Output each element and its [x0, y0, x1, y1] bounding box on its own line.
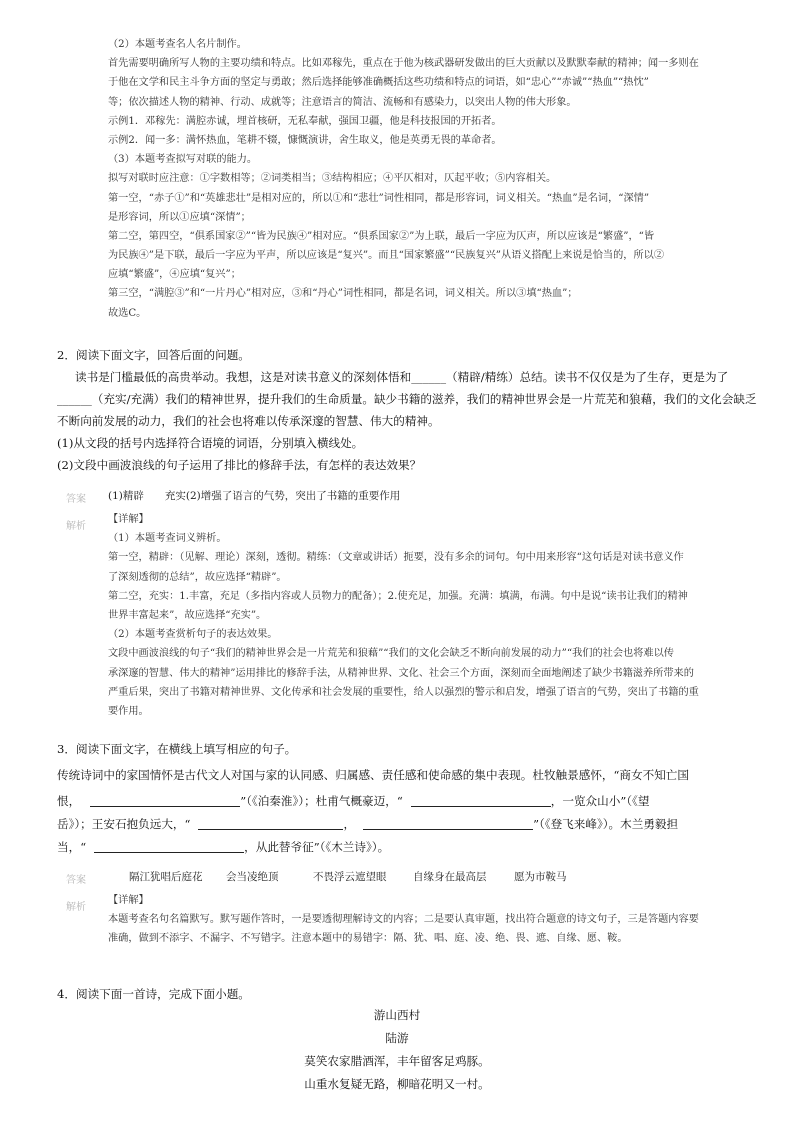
- analysis-line: 【详解】: [108, 895, 149, 906]
- explanation-line: 故选C。: [108, 307, 147, 319]
- question-3-answer-5: 愿为市鞍马: [514, 871, 567, 883]
- question-3-number: 3．: [57, 742, 76, 756]
- question-2-subquestion-1: (1)从文段的括号内选择符合语境的词语，分别填入横线处。: [57, 436, 364, 450]
- explanation-line: 为民族④”是下联，最后一字应为平声，所以应该是“复兴”。而且“国家繁盛”“民族复兴”从语义搭配上来说是恰当的，所以②: [108, 250, 665, 262]
- question-3-text-l4a: 当，“: [57, 840, 87, 854]
- question-2-header: [57, 344, 250, 366]
- analysis-line: 第二空，充实：1.丰富，充足（多指内容或人员物力的配备）；2.使充足，加强。充满：填满，布满。句中是说“读书让我们的精神: [108, 590, 688, 602]
- question-3-header: [57, 738, 296, 760]
- blank-1[interactable]: [90, 793, 240, 807]
- question-3-answer-3: 不畏浮云遮望眼: [313, 871, 387, 883]
- question-3-text-line-2: [57, 790, 649, 812]
- question-3-answer-4: 自缘身在最高层: [413, 871, 487, 883]
- question-4-number: 4．: [57, 987, 76, 1001]
- explanation-line: 是形容词，所以①应填“深情”；: [108, 211, 251, 223]
- question-3-text-l2c: ，一览众山小”（《望: [550, 794, 650, 808]
- blank-2[interactable]: [411, 793, 551, 807]
- analysis-line: 世界丰富起来”，故应选择“充实”。: [108, 609, 267, 621]
- question-2-answer-tag: 答案: [66, 494, 86, 505]
- explanation-line: 第二空，第四空，“俱系国家②”“皆为民族④”相对应。“俱系国家②”为上联，最后一字应为仄声，所以应该是“繁盛”，“皆: [108, 230, 655, 242]
- explanation-line: 示例1．邓稼先：满腔赤诚，埋首核研，无私奉献，强国卫疆，他是科技报国的开拓者。: [108, 115, 502, 127]
- explanation-line: （2）本题考查名人名片制作。: [108, 39, 247, 50]
- question-2-paragraph-line-1: 读书是门槛最低的高贵举动。我想，这是对读书意义的深刻体悟和______（精辟/精练）总结。读书不仅仅是为了生存，更是为了: [75, 370, 729, 384]
- explanation-line: 等；依次描述人物的精神、行动、成就等；注意语言的简洁、流畅和有感染力，以突出人物的伟大形象。: [108, 96, 577, 108]
- analysis-line: 第一空，精辟：（见解、理论）深刻，透彻。精练：（文章或讲话）扼要，没有多余的词句。句中用来形容“这句话是对读书意义作: [108, 552, 684, 564]
- analysis-line: 【详解】: [108, 514, 149, 525]
- analysis-line: 要作用。: [108, 705, 149, 717]
- blank-4[interactable]: [363, 816, 533, 830]
- question-3-answer-tag: 答案: [66, 875, 86, 886]
- poem-author: 陆游: [385, 1031, 409, 1045]
- analysis-line: 了深刻透彻的总结”，故应选择“精辟”。: [108, 571, 287, 583]
- explanation-line: 于他在文学和民主斗争方面的坚定与勇敢；然后选择能够准确概括这些功绩和特点的词语，如“忠心”“赤诚”“热血”“热忱”: [108, 77, 649, 89]
- question-3-analysis-tag: 解析: [66, 902, 86, 913]
- explanation-line: 拟写对联时应注意：①字数相等；②词类相当；③结构相应；④平仄相对，仄起平收；⑤内容相关。: [108, 173, 557, 185]
- question-2-analysis: [108, 510, 699, 721]
- question-3-analysis: [108, 891, 699, 949]
- question-3-text-l2a: 恨，: [57, 794, 81, 808]
- poem-title: 游山西村: [373, 1008, 421, 1022]
- explanation-line: 第一空，“赤子①”和“英雄悲壮”是相对应的，所以①和“悲壮”词性相同，都是形容词，词义相关。“热血”是名词，“深情”: [108, 192, 650, 204]
- analysis-line: 严重后果，突出了书籍对精神世界、文化传承和社会发展的重要性，给人以强烈的警示和启发，增强了语言的气势，突出了书籍的重: [108, 686, 699, 698]
- question-4-header: [57, 983, 250, 1005]
- question-3-intro: 阅读下面文字，在横线上填写相应的句子。: [75, 742, 297, 756]
- question-3-text-l3c: ”（《登飞来峰》）。木兰勇毅担: [533, 817, 679, 831]
- analysis-line: 文段中画波浪线的句子“我们的精神世界会是一片荒芜和狼藉”“我们的文化会缺乏不断向前发展的动力”“我们的社会也将难以传: [108, 648, 674, 660]
- question-3-answer-1: 隔江犹唱后庭花: [129, 871, 203, 883]
- analysis-line: （2）本题考查赏析句子的表达效果。: [108, 629, 278, 641]
- explanation-line: 应填“繁盛”，④应填“复兴”；: [108, 269, 241, 281]
- question-2-intro: 阅读下面文字，回答后面的问题。: [75, 348, 250, 362]
- explanation-line: （3）本题考查拟写对联的能力。: [108, 154, 258, 166]
- explanation-line: 首先需要明确所写人物的主要功绩和特点。比如邓稼先，重点在于他为核武器研发做出的巨大贡献以及默默奉献的精神；闻一多则在: [108, 58, 699, 70]
- blank-5[interactable]: [94, 839, 244, 853]
- analysis-line: 本题考查名句名篇默写。默写题作答时，一是要透彻理解诗文的内容；二是要认真审题，找出符合题意的诗文句子，三是答题内容要: [108, 914, 699, 926]
- question-3-text-line-4: [57, 836, 389, 858]
- poem-line-2: 山重水复疑无路，柳暗花明又一村。: [304, 1077, 490, 1091]
- explanation-line: 示例2．闻一多：满怀热血，笔耕不辍，慷慨演讲，舍生取义，他是英勇无畏的革命者。: [108, 134, 502, 146]
- question-2-paragraph-line-3: 不断向前发展的动力，我们的社会也将难以传承深邃的智慧、伟大的精神。: [57, 414, 440, 428]
- question-2-subquestion-2: (2)文段中画波浪线的句子运用了排比的修辞手法，有怎样的表达效果？: [57, 458, 422, 472]
- question-2-number: 2．: [57, 348, 76, 362]
- question-2-analysis-tag: 解析: [66, 521, 86, 532]
- question-3-text-l2b: ”（《泊秦淮》）；杜甫气概豪迈，“: [240, 794, 403, 808]
- question-3-answer-2: 会当凌绝顶: [226, 871, 279, 883]
- blank-3[interactable]: [198, 816, 343, 830]
- question-2-answer: (1)精辟 充实(2)增强了语言的气势，突出了书籍的重要作用: [108, 490, 401, 502]
- question-2-paragraph-line-2: ______（充实/充满）我们的精神世界，提升我们的生命质量。缺少书籍的滋养，我们的精神世界会是一片荒芜和狼藉，我们的文化会缺乏: [57, 392, 757, 406]
- question-3-text-l3a: 岳》）；王安石抱负远大，“: [57, 817, 191, 831]
- poem-line-1: 莫笑农家腊酒浑，丰年留客足鸡豚。: [304, 1054, 490, 1068]
- question-3-text-line-3: [57, 813, 678, 835]
- question-3-text-l3b: ，: [343, 817, 356, 831]
- question-4-intro: 阅读下面一首诗，完成下面小题。: [75, 987, 250, 1001]
- analysis-line: 准确，做到不添字、不漏字、不写错字。注意本题中的易错字：隔、犹、唱、庭、凌、绝、畏、遮、自缘、愿、鞍。: [108, 933, 628, 945]
- explanation-block-continued: [108, 35, 699, 323]
- analysis-line: 承深邃的智慧、伟大的精神”运用排比的修辞手法，从精神世界、文化、社会三个方面，深刻而全面地阐述了缺少书籍滋养所带来的: [108, 667, 694, 679]
- question-3-text-line-1: 传统诗词中的家国情怀是古代文人对国与家的认同感、归属感、责任感和使命感的集中表现。杜牧触景感怀，“商女不知亡国: [57, 768, 689, 782]
- question-3-text-l4b: ，从此替爷征”（《木兰诗》）。: [244, 840, 390, 854]
- explanation-line: 第三空，“满腔③”和“一片丹心”相对应，③和“丹心”词性相同，都是名词，词义相关。所以③填“热血”；: [108, 288, 578, 300]
- analysis-line: （1）本题考查词义辨析。: [108, 533, 227, 545]
